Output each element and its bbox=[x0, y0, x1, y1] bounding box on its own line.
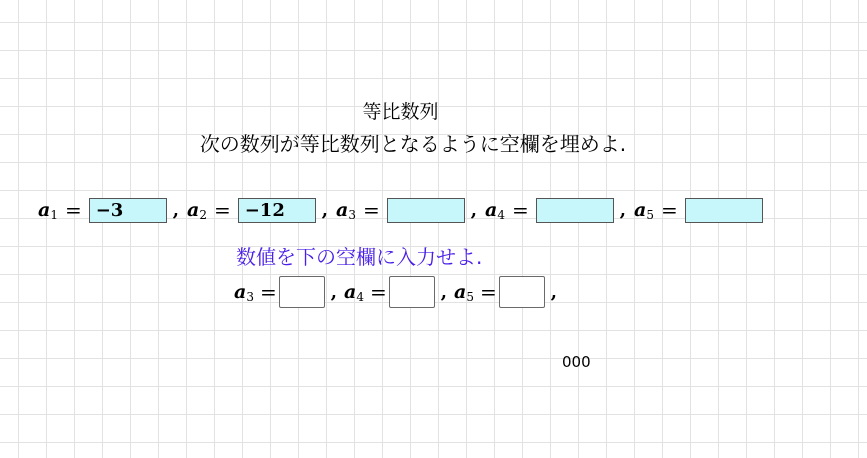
counter-text: 000 bbox=[562, 353, 591, 371]
equals-sign: = bbox=[213, 198, 231, 222]
equals-sign: = bbox=[511, 198, 529, 222]
answer-input-a3[interactable] bbox=[279, 276, 325, 308]
term-label-a5: $a_5$ bbox=[634, 198, 654, 222]
answer-prompt: 数値を下の空欄に入力せよ. bbox=[236, 245, 483, 269]
term-label-a1: $a_1$ bbox=[38, 198, 58, 222]
term-label-a2: $a_2$ bbox=[187, 198, 207, 222]
equals-sign: = bbox=[369, 280, 387, 304]
term-box-a3 bbox=[387, 198, 465, 223]
comma: , bbox=[470, 199, 477, 221]
term-box-a5 bbox=[685, 198, 763, 223]
comma: , bbox=[619, 199, 626, 221]
answer-label-a4: $a_4$ bbox=[344, 280, 364, 304]
comma: , bbox=[440, 281, 447, 303]
answer-label-a5: $a_5$ bbox=[454, 280, 474, 304]
instruction-text: 次の数列が等比数列となるように空欄を埋めよ. bbox=[199, 132, 627, 156]
term-box-a4 bbox=[536, 198, 614, 223]
equals-sign: = bbox=[660, 198, 678, 222]
comma: , bbox=[550, 281, 557, 303]
comma: , bbox=[172, 199, 179, 221]
answer-label-a3: $a_3$ bbox=[234, 280, 254, 304]
term-box-a2: −12 bbox=[238, 198, 316, 223]
answer-input-a5[interactable] bbox=[499, 276, 545, 308]
comma: , bbox=[330, 281, 337, 303]
comma: , bbox=[321, 199, 328, 221]
sequence-row bbox=[38, 196, 763, 224]
answer-input-a4[interactable] bbox=[389, 276, 435, 308]
equals-sign: = bbox=[64, 198, 82, 222]
term-box-a1: −3 bbox=[89, 198, 167, 223]
answer-row bbox=[234, 275, 564, 309]
equals-sign: = bbox=[259, 280, 277, 304]
equals-sign: = bbox=[362, 198, 380, 222]
term-label-a4: $a_4$ bbox=[485, 198, 505, 222]
equals-sign: = bbox=[479, 280, 497, 304]
term-label-a3: $a_3$ bbox=[336, 198, 356, 222]
page-title: 等比数列 bbox=[362, 101, 439, 123]
